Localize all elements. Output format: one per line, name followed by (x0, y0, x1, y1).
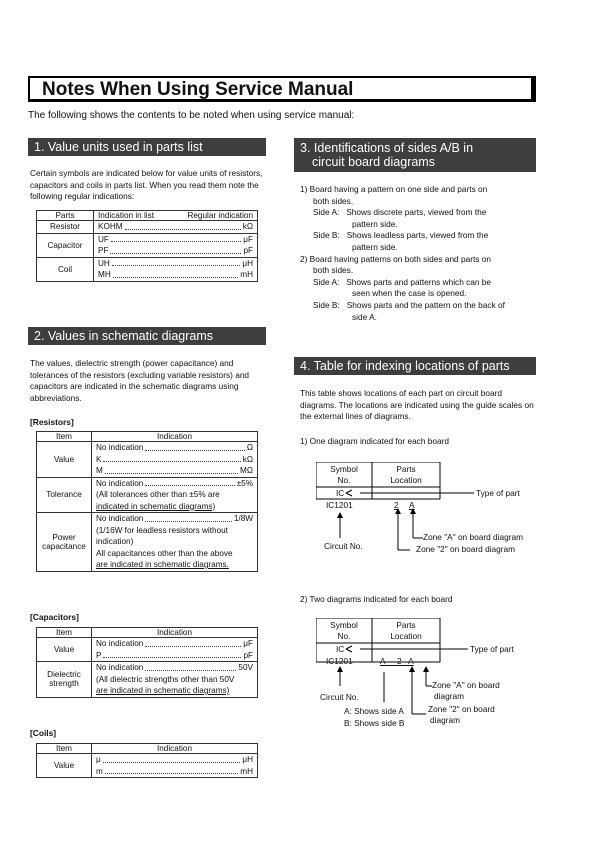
coils-table (36, 743, 258, 778)
unit-row (98, 221, 253, 233)
section3-heading (294, 138, 536, 172)
unit-code: UH (98, 258, 110, 268)
res-t1 (96, 478, 253, 490)
unit-row (98, 245, 253, 257)
indication-unit: μH (242, 755, 253, 764)
intro-text: The following shows the contents to be noted when using service manual: (28, 110, 355, 121)
indication-unit: mH (240, 766, 253, 776)
title-box (28, 76, 536, 102)
indication-text: μ (96, 755, 101, 764)
d2-no: No. (337, 631, 351, 641)
s3-line: 1) Board having a pattern on one side and parts on (300, 184, 488, 194)
indication-unit: 1/8W (233, 514, 253, 523)
coil-v2 (96, 766, 253, 778)
unit-value: mH (240, 270, 253, 279)
d2-location: Location (390, 631, 422, 641)
s3-side-label: Side A: (313, 207, 340, 218)
d2-circuit-no: Circuit No. (320, 692, 359, 702)
s3-line: 2) Board having patterns on both sides and parts on (300, 253, 491, 264)
s3-line: seen when the case is opened. (352, 288, 467, 299)
d2-zone-2-line2: diagram (430, 715, 460, 725)
indication-unit: MΩ (240, 466, 253, 475)
indication-text: No indication (96, 443, 144, 452)
s3-line: pattern side. (352, 241, 398, 252)
section4-heading: 4. Table for indexing locations of parts (294, 357, 536, 375)
unit-row (98, 234, 253, 246)
section3-text (300, 184, 540, 323)
section3-heading-line2: circuit board diagrams (312, 155, 435, 169)
d1-type-of-part: Type of part (476, 488, 520, 498)
indication-unit: pF (243, 650, 253, 660)
res-t3: indicated in schematic diagrams) (96, 501, 216, 511)
section4-text: This table shows locations of each part on circuit board diagrams. The locations are indicated using the guide scales on the external lines of diagrams. (300, 388, 534, 422)
res-p1 (96, 513, 253, 525)
diagram2 (316, 618, 541, 733)
d1-symbol-header (316, 464, 372, 486)
cap-dielectric: Dielectric strength (37, 662, 92, 698)
indication-text: M (96, 466, 103, 475)
section1-heading: 1. Value units used in parts list (28, 138, 266, 156)
res-power: Power capacitance (37, 513, 92, 572)
d1-ic: IC (336, 488, 345, 498)
col-parts: Parts (37, 211, 94, 221)
col-item: Item (37, 744, 92, 754)
s3-line: both sides. (313, 265, 354, 276)
capacitors-label: [Capacitors] (30, 612, 79, 622)
units-table (36, 210, 258, 282)
s3-line: Shows discrete parts, viewed from the (346, 207, 487, 218)
resistors-label: [Resistors] (30, 417, 74, 427)
s3-line: Shows parts and patterns which can be (346, 276, 492, 287)
res-v2 (96, 454, 253, 466)
col-indication: Indication (92, 628, 258, 638)
cap-d1 (96, 662, 253, 674)
d2-zone-a-line1: Zone "A" on board (432, 680, 500, 690)
resistors-table (36, 431, 258, 572)
unit-value: μF (243, 234, 253, 244)
indication-text: No indication (96, 514, 144, 523)
indication-text: K (96, 454, 102, 464)
indication-unit: ±5% (236, 478, 253, 488)
d1-circuit-no: Circuit No. (324, 541, 363, 551)
d1-zone-2: Zone "2" on board diagram (416, 544, 516, 554)
d1-zone-a: Zone "A" on board diagram (423, 532, 523, 542)
unit-code: KOHM (98, 222, 123, 231)
cap-value: Value (37, 638, 92, 662)
section2-heading: 2. Values in schematic diagrams (28, 327, 266, 345)
unit-value: pF (243, 246, 253, 255)
d1-symbol: Symbol (330, 464, 358, 474)
part-coil: Coil (37, 257, 94, 281)
d2-side-b: B: Shows side B (344, 718, 405, 728)
s3-side-label: Side A: (313, 276, 340, 287)
unit-value: μH (242, 258, 253, 268)
d1-zone-num: 2 (394, 500, 399, 510)
indication-text: m (96, 766, 103, 776)
indication-text: No indication (96, 639, 144, 648)
unit-code: UF (98, 234, 109, 244)
indication-unit: μF (243, 639, 253, 648)
d2-zone-a-line2: diagram (434, 691, 464, 701)
cap-d3: are indicated in schematic diagrams) (96, 686, 230, 695)
s3-line: pattern side. (352, 218, 398, 229)
s3-line: both sides. (313, 195, 354, 206)
indication-text: No indication (96, 478, 144, 488)
res-p3: indication) (96, 537, 134, 546)
capacitors-table (36, 627, 258, 698)
res-v3 (96, 465, 253, 477)
s3-side-label: Side B: (313, 230, 340, 241)
res-t2: (All tolerances other than ±5% are (96, 490, 220, 499)
d2-symbol: Symbol (330, 620, 358, 630)
res-value: Value (37, 442, 92, 478)
d1-no: No. (337, 475, 351, 485)
res-p4: All capacitances other than the above (96, 548, 233, 558)
d1-parts: Parts (396, 464, 416, 474)
res-v1 (96, 442, 253, 454)
d2-zone-2 (428, 704, 495, 726)
unit-row (98, 269, 253, 281)
unit-row (98, 258, 253, 270)
unit-value: kΩ (242, 222, 253, 231)
page-title: Notes When Using Service Manual (42, 79, 354, 100)
indication-text: P (96, 650, 102, 660)
section2-text: The values, dielectric strength (power capacitance) and tolerances of the resistors (excluding variable resistors) and capacitors are indicated in the schematic diagrams using abbreviations. (30, 358, 250, 403)
coil-v1 (96, 754, 253, 766)
diagram1-title: 1) One diagram indicated for each board (300, 436, 449, 446)
d1-ic-no: IC1201 (326, 500, 353, 510)
res-p5: are indicated in schematic diagrams. (96, 560, 229, 569)
section3-heading-line1: 3. Identifications of sides A/B in (300, 141, 474, 155)
res-tolerance: Tolerance (37, 477, 92, 513)
unit-code: PF (98, 246, 109, 255)
d1-zone-letter: A (409, 500, 415, 510)
s3-line: Shows leadless parts, viewed from the (346, 230, 489, 241)
s3-line: Shows parts and the pattern on the back of (346, 299, 505, 310)
cap-d2: (All dielectric strengths other than 50V (96, 674, 235, 684)
d2-side-a: A: Shows side A (344, 706, 404, 716)
coil-value: Value (37, 754, 92, 778)
d1-location: Location (390, 475, 422, 485)
diagram1 (316, 462, 541, 557)
diagram2-title: 2) Two diagrams indicated for each board (300, 594, 453, 604)
indication-unit: Ω (246, 443, 253, 452)
col-item: Item (37, 628, 92, 638)
d2-parts-header (372, 620, 440, 642)
d2-zone-a (432, 680, 500, 702)
col-indication: Indication in list (98, 211, 154, 220)
d2-type-of-part: Type of part (470, 644, 514, 654)
indication-text: No indication (96, 663, 144, 672)
s3-side-label: Side B: (313, 299, 340, 310)
coils-label: [Coils] (30, 728, 57, 738)
d2-ic: IC (336, 644, 345, 654)
indication-unit: kΩ (242, 454, 253, 464)
d2-location-code: A - 2 A (380, 656, 414, 666)
col-regular: Regular indication (187, 211, 253, 220)
d1-parts-header (372, 464, 440, 486)
col-item: Item (37, 432, 92, 442)
col-indication: Indication (92, 744, 258, 754)
cap-v2 (96, 650, 253, 662)
indication-unit: 50V (238, 663, 253, 672)
section1-text: Certain symbols are indicated below for value units of resistors, capacitors and coils in parts list. When you read them note the following regular indications: (30, 168, 263, 202)
d2-symbol-header (316, 620, 372, 642)
part-resistor: Resistor (37, 221, 94, 234)
unit-code: MH (98, 270, 111, 279)
col-indication: Indication (92, 432, 258, 442)
res-p2: (1/16W for leadless resistors without (96, 525, 228, 535)
d2-parts: Parts (396, 620, 416, 630)
s3-line: side A. (352, 311, 377, 322)
d2-ic-no: IC1201 (326, 656, 353, 666)
cap-v1 (96, 638, 253, 650)
part-capacitor: Capacitor (37, 233, 94, 257)
d2-zone-2-line1: Zone "2" on board (428, 704, 495, 714)
